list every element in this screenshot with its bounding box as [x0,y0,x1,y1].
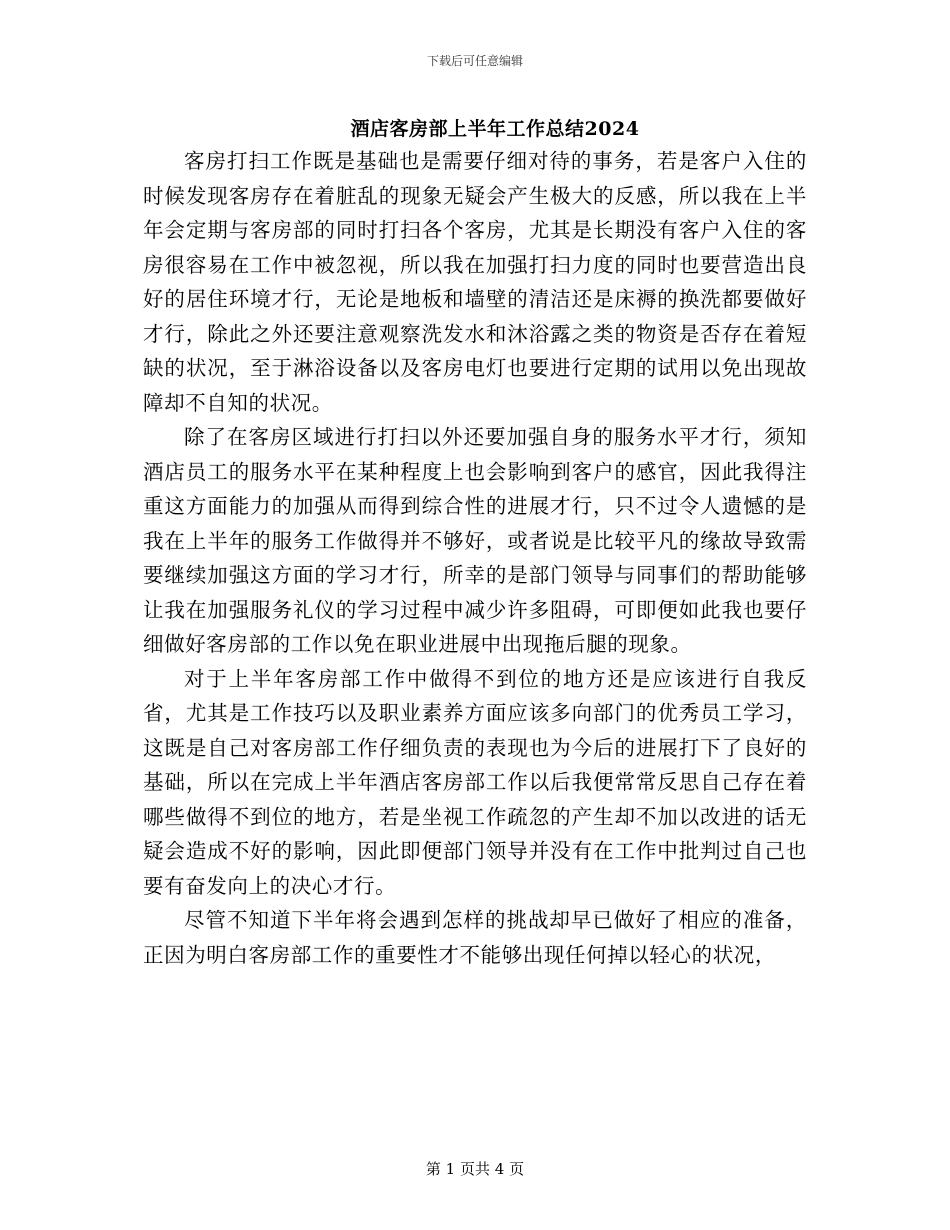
body-paragraph: 客房打扫工作既是基础也是需要仔细对待的事务，若是客户入住的时候发现客房存在着脏乱的现象无疑会产生极大的反感，所以我在上半年会定期与客房部的同时打扫各个客房，尤其是长期没有客户入住的客房很容易在工作中被忽视，所以我在加强打扫力度的同时也要营造出良好的居住环境才行，无论是地板和墙壁的清洁还是床褥的换洗都要做好才行，除此之外还要注意观察洗发水和沐浴露之类的物资是否存在着短缺的状况，至于淋浴设备以及客房电灯也要进行定期的试用以免出现故障却不自知的状况。 [143,149,807,415]
page-header-note: 下载后可任意编辑 [426,54,523,68]
document-body [143,144,807,972]
body-paragraph: 对于上半年客房部工作中做得不到位的地方还是应该进行自我反省，尤其是工作技巧以及职业素养方面应该多向部门的优秀员工学习，这既是自己对客房部工作仔细负责的表现也为今后的进展打下了良好的基础，所以在完成上半年酒店客房部工作以后我便常常反思自己存在着哪些做得不到位的地方，若是坐视工作疏忽的产生却不加以改进的话无疑会造成不好的影响，因此即便部门领导并没有在工作中批判过自己也要有奋发向上的决心才行。 [143,666,807,898]
document-title: 酒店客房部上半年工作总结2024 [350,118,640,140]
body-paragraph: 除了在客房区域进行打扫以外还要加强自身的服务水平才行，须知酒店员工的服务水平在某种程度上也会影响到客户的感官，因此我得注重这方面能力的加强从而得到综合性的进展才行，只不过令人遗憾的是我在上半年的服务工作做得并不够好，或者说是比较平凡的缘故导致需要继续加强这方面的学习才行，所幸的是部门领导与同事们的帮助能够让我在加强服务礼仪的学习过程中减少许多阻碍，可即便如此我也要仔细做好客房部的工作以免在职业进展中出现拖后腿的现象。 [143,425,807,656]
body-paragraph: 尽管不知道下半年将会遇到怎样的挑战却早已做好了相应的准备，正因为明白客房部工作的重要性才不能够出现任何掉以轻心的状况， [143,908,807,967]
page-number: 第 1 页共 4 页 [425,1160,525,1178]
